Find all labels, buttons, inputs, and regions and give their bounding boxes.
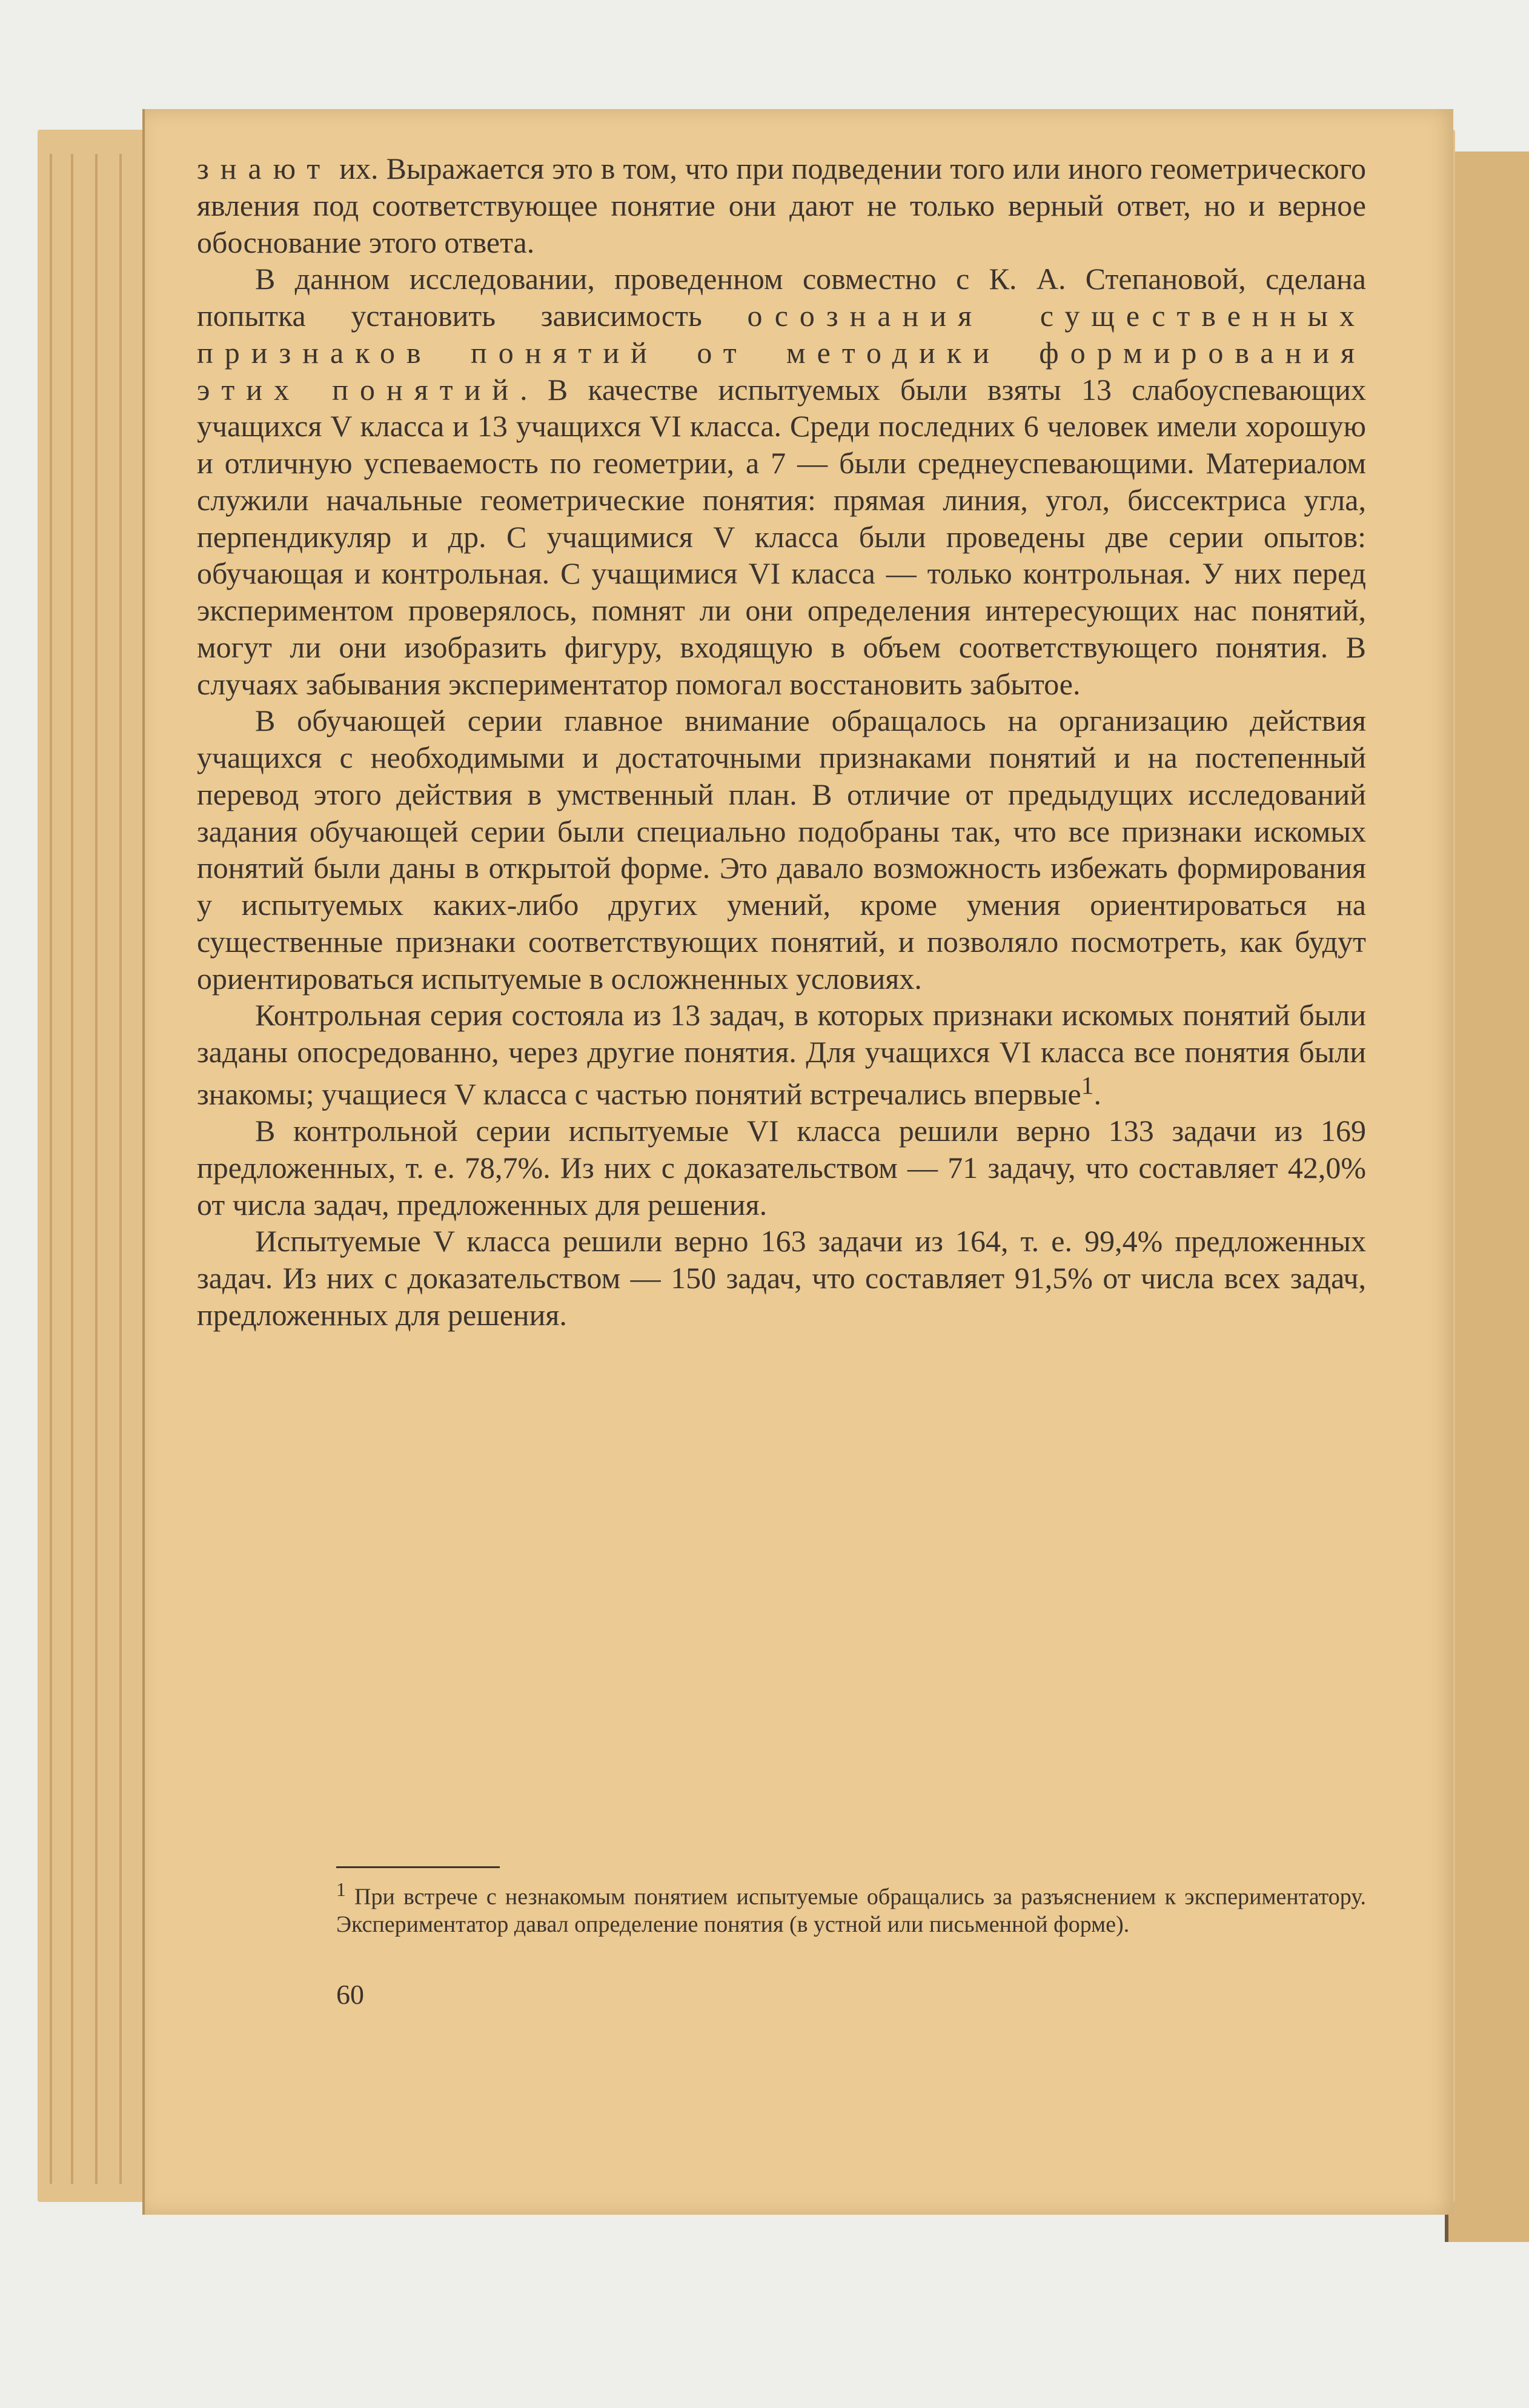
paragraph-5: В контрольной серии испытуемые VI класса решили верно 133 задачи из 169 предложенных, т. е. 78,7%. Из них с доказательством — 71 задачу, что составляет 42,0% от числа задач, предложенных для решения. — [197, 1114, 1366, 1222]
stack-edge-line — [50, 154, 52, 2184]
footnote-text: При встрече с незнакомым понятием испытуемые обращались за разъяснением к экспериментатору. Экспериментатор давал определение понятия (в устной или письменной форме). — [336, 1884, 1366, 1938]
paragraph-text: . В качестве испытуемых были взяты 13 слабоуспевающих учащихся V класса и 13 учащихся VI класса. Среди последних 6 человек имели хорошую и отличную успеваемость по геометрии, а 7 — были среднеуспевающими. Материалом служили начальные геометрические понятия: прямая линия, угол, биссектриса угла, перпендикуляр и др. С учащимися V класса были проведены две серии опытов: обучающая и контрольная. С учащимися VI класса — только контрольная. У них перед экспериментом проверялось, помнят ли они определения интересующих нас понятий, могут ли они изобразить фигуру, входящую в объем соответствующего понятия. В случаях забывания экспериментатор помогал восстановить забытое. — [197, 372, 1366, 701]
paragraph-2 — [197, 261, 1366, 702]
paragraph-text: Контрольная серия состояла из 13 задач, в которых признаки искомых понятий были заданы опосредованно, через другие понятия. Для учащихся VI класса все понятия были знакомы; учащиеся V класса с частью понятий встречались впервые — [197, 998, 1366, 1111]
page-number: 60 — [336, 1979, 364, 2010]
paragraph-text: . — [1093, 1077, 1101, 1111]
stack-edge-line — [71, 154, 73, 2184]
paragraph-1 — [197, 150, 1366, 261]
footnote-reference: 1 — [1081, 1071, 1094, 1100]
stack-edge-line — [119, 154, 122, 2184]
stack-edge-line — [95, 154, 98, 2184]
spaced-word: знают — [197, 151, 332, 185]
paragraph-text: их. Выражается это в том, что при подведении того или иного геометрического явления под соответствующее понятие они дают не только верный ответ, но и верное обоснование этого ответа. — [197, 151, 1366, 259]
footnote-marker: 1 — [336, 1879, 346, 1900]
footnote-divider — [336, 1866, 500, 1868]
paragraph-6: Испытуемые V класса решили верно 163 задачи из 164, т. е. 99,4% предложенных задач. Из них с доказательством — 150 задач, что составляет 91,5% от числа всех задач, предложенных для решения. — [197, 1224, 1366, 1332]
footnote — [336, 1878, 1366, 1939]
paragraph-3: В обучающей серии главное внимание обращалось на организацию действия учащихся с необходимыми и достаточными признаками понятий и на постепенный перевод этого действия в умственный план. В отличие от предыдущих исследований задания обучающей серии были специально подобраны так, что все признаки искомых понятий были даны в открытой форме. Это давало возможность избежать формирования у испытуемых каких-либо других умений, кроме умения ориентироваться на существенные признаки соответствующих понятий, и позволяло посмотреть, как будут ориентироваться испытуемые в осложненных условиях. — [197, 703, 1366, 996]
paragraph-text: В данном исследовании, проведенном совместно с К. А. Степановой, сделана попытка установить зависимость — [197, 262, 1366, 333]
paragraph-4 — [197, 997, 1366, 1113]
body-text — [197, 150, 1366, 1334]
spaced-phrase: осознания существенных признаков понятий от методики формирования этих понятий — [197, 299, 1366, 407]
next-page-edge — [1445, 151, 1529, 2242]
